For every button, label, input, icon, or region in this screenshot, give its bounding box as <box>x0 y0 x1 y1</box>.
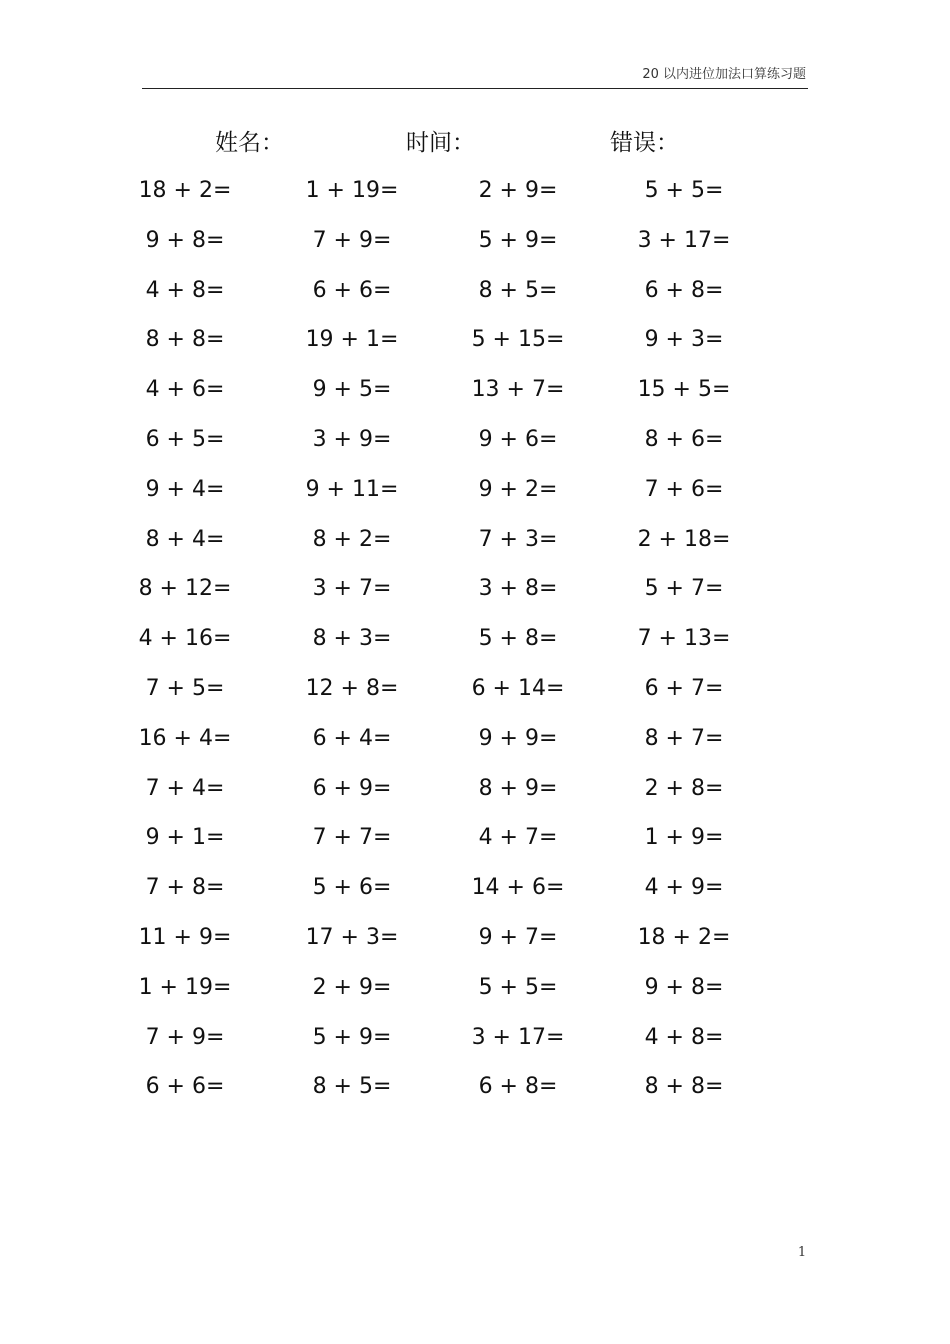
problem-item: 7 + 4= <box>145 775 225 801</box>
problem-item: 3 + 8= <box>478 576 558 602</box>
problem-row <box>0 471 950 521</box>
problem-item: 8 + 7= <box>644 725 724 751</box>
problem-item: 9 + 8= <box>644 974 724 1000</box>
problem-row <box>0 1019 950 1069</box>
problem-row <box>0 819 950 869</box>
problem-item: 7 + 3= <box>478 526 558 552</box>
problem-row <box>0 1068 950 1118</box>
problem-item: 9 + 2= <box>478 476 558 502</box>
problem-item: 5 + 9= <box>478 227 558 253</box>
problem-item: 3 + 9= <box>312 426 392 452</box>
problem-item: 7 + 7= <box>312 825 392 851</box>
problem-row <box>0 720 950 770</box>
page-header <box>142 66 808 89</box>
problem-item: 16 + 4= <box>138 725 232 751</box>
problem-item: 6 + 6= <box>312 277 392 303</box>
problem-item: 15 + 5= <box>637 377 731 403</box>
problem-item: 8 + 6= <box>644 426 724 452</box>
problem-item: 12 + 8= <box>305 675 399 701</box>
problem-row <box>0 919 950 969</box>
problem-row <box>0 869 950 919</box>
problem-row <box>0 770 950 820</box>
problem-item: 9 + 3= <box>644 327 724 353</box>
problem-item: 17 + 3= <box>305 924 399 950</box>
problem-item: 1 + 19= <box>138 974 232 1000</box>
problem-item: 4 + 7= <box>478 825 558 851</box>
problem-item: 6 + 4= <box>312 725 392 751</box>
problem-item: 9 + 8= <box>145 227 225 253</box>
problem-item: 4 + 8= <box>145 277 225 303</box>
problem-row <box>0 620 950 670</box>
problem-item: 2 + 9= <box>312 974 392 1000</box>
problem-item: 8 + 4= <box>145 526 225 552</box>
problem-item: 8 + 8= <box>145 327 225 353</box>
problem-item: 8 + 5= <box>478 277 558 303</box>
problem-item: 4 + 8= <box>644 1024 724 1050</box>
problem-item: 3 + 17= <box>637 227 731 253</box>
problem-item: 8 + 2= <box>312 526 392 552</box>
problem-item: 6 + 5= <box>145 426 225 452</box>
problem-item: 4 + 6= <box>145 377 225 403</box>
problem-item: 5 + 9= <box>312 1024 392 1050</box>
problem-item: 1 + 9= <box>644 825 724 851</box>
problem-item: 2 + 18= <box>637 526 731 552</box>
problem-row <box>0 570 950 620</box>
problem-item: 7 + 9= <box>145 1024 225 1050</box>
name-field-label: 姓名： <box>215 130 284 156</box>
problem-item: 3 + 17= <box>471 1024 565 1050</box>
problem-row <box>0 222 950 272</box>
problem-item: 8 + 12= <box>138 576 232 602</box>
problem-row <box>0 969 950 1019</box>
problem-row <box>0 371 950 421</box>
problem-item: 5 + 8= <box>478 626 558 652</box>
problem-item: 6 + 8= <box>478 1074 558 1100</box>
problem-grid <box>0 172 950 1118</box>
problem-item: 6 + 7= <box>644 675 724 701</box>
problem-item: 14 + 6= <box>471 875 565 901</box>
problem-row <box>0 272 950 322</box>
problem-item: 1 + 19= <box>305 178 399 203</box>
problem-item: 3 + 7= <box>312 576 392 602</box>
problem-item: 4 + 9= <box>644 875 724 901</box>
problem-item: 18 + 2= <box>637 924 731 950</box>
problem-item: 18 + 2= <box>138 178 232 203</box>
problem-item: 2 + 8= <box>644 775 724 801</box>
problem-item: 6 + 8= <box>644 277 724 303</box>
errors-field-label: 错误： <box>610 130 679 156</box>
problem-item: 5 + 5= <box>478 974 558 1000</box>
problem-item: 11 + 9= <box>138 924 232 950</box>
page-number: 1 <box>797 1245 807 1260</box>
problem-row <box>0 321 950 371</box>
problem-item: 8 + 8= <box>644 1074 724 1100</box>
problem-item: 9 + 9= <box>478 725 558 751</box>
problem-item: 6 + 9= <box>312 775 392 801</box>
problem-item: 7 + 8= <box>145 875 225 901</box>
problem-item: 6 + 6= <box>145 1074 225 1100</box>
problem-item: 2 + 9= <box>478 178 558 203</box>
problem-row <box>0 172 950 222</box>
problem-item: 6 + 14= <box>471 675 565 701</box>
problem-item: 5 + 15= <box>471 327 565 353</box>
problem-item: 5 + 7= <box>644 576 724 602</box>
problem-item: 9 + 7= <box>478 924 558 950</box>
problem-item: 7 + 5= <box>145 675 225 701</box>
problem-item: 5 + 6= <box>312 875 392 901</box>
problem-row <box>0 421 950 471</box>
problem-item: 7 + 9= <box>312 227 392 253</box>
problem-item: 9 + 6= <box>478 426 558 452</box>
header-title: 20 以内进位加法口算练习题 <box>642 67 806 82</box>
problem-item: 9 + 5= <box>312 377 392 403</box>
problem-item: 9 + 4= <box>145 476 225 502</box>
problem-row <box>0 521 950 571</box>
time-field-label: 时间： <box>406 130 475 156</box>
problem-item: 7 + 13= <box>637 626 731 652</box>
problem-item: 7 + 6= <box>644 476 724 502</box>
problem-item: 8 + 9= <box>478 775 558 801</box>
problem-item: 4 + 16= <box>138 626 232 652</box>
problem-row <box>0 670 950 720</box>
problem-item: 19 + 1= <box>305 327 399 353</box>
worksheet-fields <box>0 124 950 164</box>
problem-item: 9 + 11= <box>305 476 399 502</box>
problem-item: 8 + 3= <box>312 626 392 652</box>
problem-item: 9 + 1= <box>145 825 225 851</box>
problem-item: 5 + 5= <box>644 178 724 203</box>
problem-item: 8 + 5= <box>312 1074 392 1100</box>
problem-item: 13 + 7= <box>471 377 565 403</box>
